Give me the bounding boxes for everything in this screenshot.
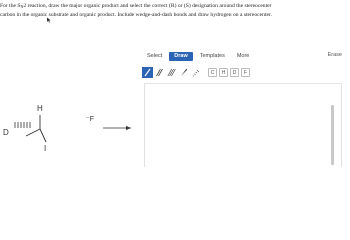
single-bond-tool[interactable]: [142, 67, 153, 78]
dash-bond-tool[interactable]: [190, 67, 201, 78]
tab-templates[interactable]: Templates: [199, 52, 225, 59]
atom-h-label: H: [37, 104, 43, 113]
atom-h-button[interactable]: H: [219, 68, 228, 77]
drawing-canvas[interactable]: [144, 83, 342, 167]
question-line-1: [0, 2, 350, 11]
arrow-head-icon: [126, 126, 131, 130]
triple-bond-tool[interactable]: [166, 67, 177, 78]
erase-button[interactable]: Erase: [327, 52, 342, 58]
single-bond-icon: [142, 67, 153, 78]
double-bond-tool[interactable]: [154, 67, 165, 78]
structure-editor: [136, 49, 350, 167]
dash-bond-icon: [190, 67, 201, 78]
atom-i-label: I: [44, 144, 47, 153]
reaction-scheme: [0, 85, 140, 155]
mouse-cursor-icon: [46, 17, 54, 23]
question-subscript: N: [20, 4, 24, 9]
bond-i: [40, 129, 46, 142]
tab-more[interactable]: More: [236, 52, 250, 59]
atom-d-label: D: [3, 128, 9, 137]
draw-toolbar: [142, 67, 252, 78]
double-bond-icon: [154, 67, 165, 78]
editor-tabbar: [142, 51, 256, 61]
tab-draw[interactable]: Draw: [169, 52, 192, 61]
reaction-svg: [0, 85, 140, 155]
atom-c-button[interactable]: C: [208, 68, 217, 77]
canvas-scrollbar[interactable]: [331, 105, 334, 165]
dash-bond-d: [15, 122, 30, 128]
question-suffix: 2 reaction, draw the major organic product and select the correct (R) or (S) designation around the stereocenter: [23, 3, 272, 9]
triple-bond-icon: [166, 67, 177, 78]
wedge-bond-tool[interactable]: [178, 67, 189, 78]
nucleophile-label: ⁻F: [86, 116, 94, 123]
atom-d-button[interactable]: D: [230, 68, 239, 77]
bond-methyl: [26, 129, 40, 136]
question-line-2: carbon in the organic substrate and organic product. Include wedge-and-dash bonds and draw hydrogen on a stereocenter.: [0, 12, 272, 18]
wedge-bond-icon: [178, 67, 189, 78]
question-prefix: For the S: [0, 3, 21, 9]
tab-select[interactable]: Select: [147, 52, 163, 59]
atom-f-button[interactable]: F: [241, 68, 250, 77]
